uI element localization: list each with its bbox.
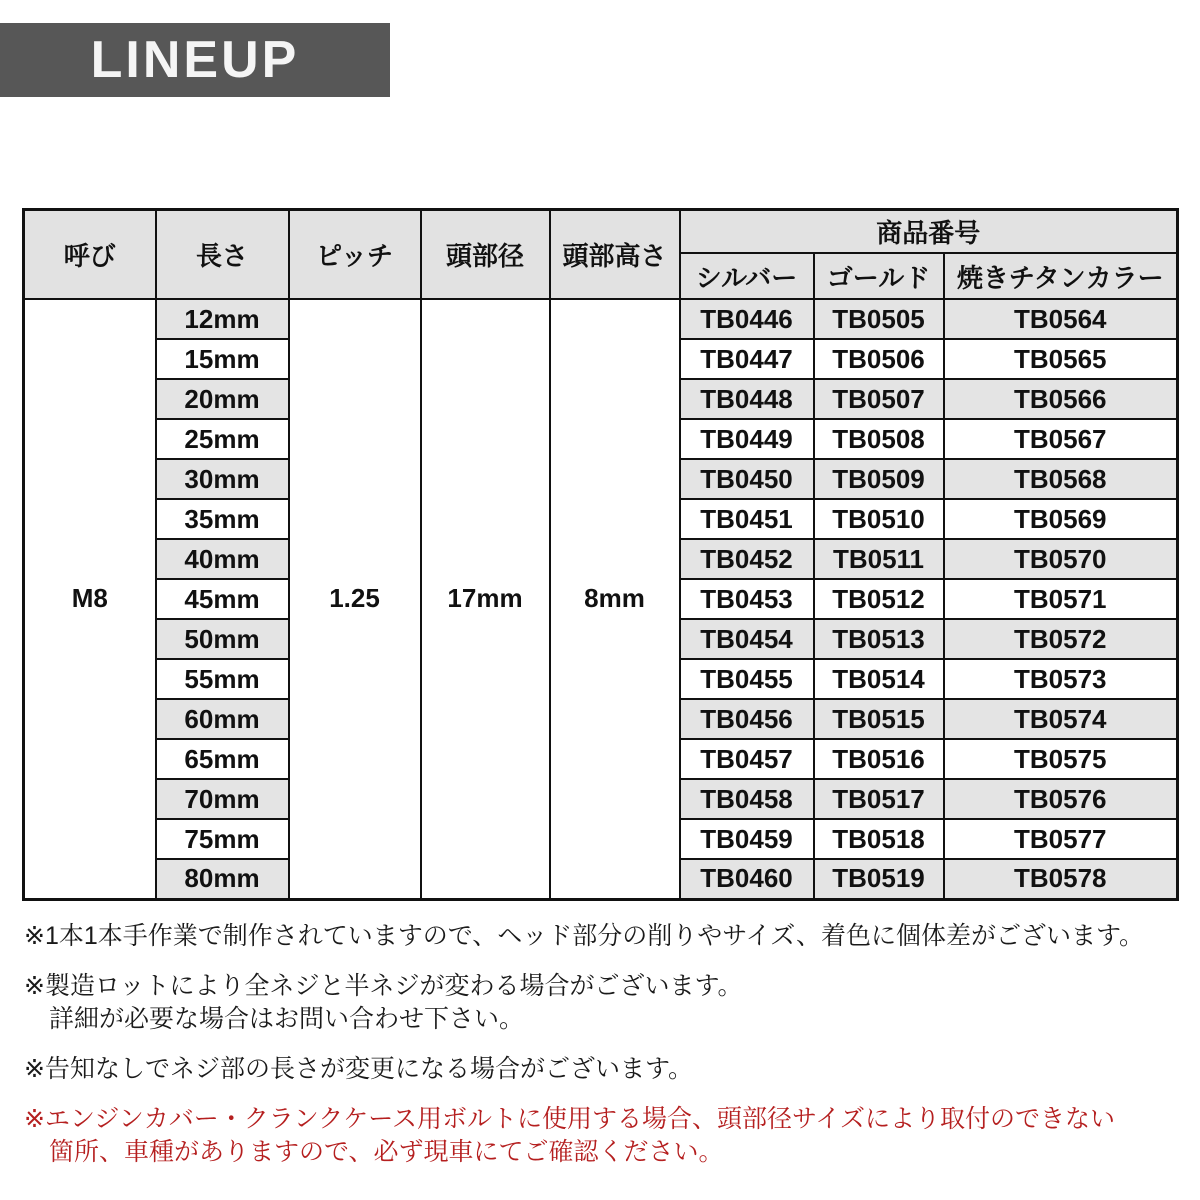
cell-length: 65mm	[156, 739, 289, 779]
cell-silver-code: TB0451	[680, 499, 814, 539]
note-length-change	[24, 1053, 1179, 1086]
note-line: 詳細が必要な場合はお問い合わせ下さい。	[49, 1005, 525, 1033]
cell-length: 45mm	[156, 579, 289, 619]
cell-length: 60mm	[156, 699, 289, 739]
table-row	[24, 299, 1178, 339]
cell-titan-code: TB0571	[944, 579, 1178, 619]
cell-length: 50mm	[156, 619, 289, 659]
cell-silver-code: TB0453	[680, 579, 814, 619]
header-color-gold: ゴールド	[814, 253, 944, 299]
cell-silver-code: TB0447	[680, 339, 814, 379]
cell-silver-code: TB0454	[680, 619, 814, 659]
cell-titan-code: TB0574	[944, 699, 1178, 739]
cell-gold-code: TB0517	[814, 779, 944, 819]
cell-length: 20mm	[156, 379, 289, 419]
lineup-banner-label: LINEUP	[90, 31, 300, 89]
cell-silver-code: TB0449	[680, 419, 814, 459]
cell-titan-code: TB0573	[944, 659, 1178, 699]
cell-titan-code: TB0578	[944, 859, 1178, 899]
cell-pitch: 1.25	[289, 299, 421, 899]
lineup-banner	[0, 23, 390, 97]
notes-section	[24, 920, 1179, 1186]
note-handmade	[24, 920, 1179, 953]
note-line: ※1本1本手作業で制作されていますので、ヘッド部分の削りやサイズ、着色に個体差がございます。	[24, 922, 1145, 950]
cell-length: 70mm	[156, 779, 289, 819]
cell-length: 80mm	[156, 859, 289, 899]
note-warning-engine-cover	[24, 1103, 1179, 1169]
cell-silver-code: TB0459	[680, 819, 814, 859]
cell-titan-code: TB0567	[944, 419, 1178, 459]
header-color-titan: 焼きチタンカラー	[944, 253, 1178, 299]
cell-length: 40mm	[156, 539, 289, 579]
cell-titan-code: TB0569	[944, 499, 1178, 539]
note-production-lot	[24, 970, 1179, 1036]
note-line: ※告知なしでネジ部の長さが変更になる場合がございます。	[24, 1055, 693, 1083]
cell-gold-code: TB0513	[814, 619, 944, 659]
cell-silver-code: TB0452	[680, 539, 814, 579]
cell-gold-code: TB0511	[814, 539, 944, 579]
cell-silver-code: TB0460	[680, 859, 814, 899]
cell-titan-code: TB0565	[944, 339, 1178, 379]
product-lineup-table	[22, 208, 1179, 901]
cell-gold-code: TB0515	[814, 699, 944, 739]
cell-gold-code: TB0509	[814, 459, 944, 499]
header-product-number: 商品番号	[680, 210, 1178, 254]
cell-head-height: 8mm	[550, 299, 680, 899]
cell-length: 30mm	[156, 459, 289, 499]
header-row-1	[24, 210, 1178, 254]
cell-silver-code: TB0448	[680, 379, 814, 419]
cell-titan-code: TB0570	[944, 539, 1178, 579]
cell-titan-code: TB0576	[944, 779, 1178, 819]
header-color-silver: シルバー	[680, 253, 814, 299]
header-head-diameter: 頭部径	[421, 210, 550, 300]
note-line: 箇所、車種がありますので、必ず現車にてご確認ください。	[49, 1138, 724, 1166]
cell-silver-code: TB0457	[680, 739, 814, 779]
cell-titan-code: TB0572	[944, 619, 1178, 659]
cell-gold-code: TB0506	[814, 339, 944, 379]
cell-gold-code: TB0508	[814, 419, 944, 459]
cell-gold-code: TB0519	[814, 859, 944, 899]
cell-length: 15mm	[156, 339, 289, 379]
cell-titan-code: TB0575	[944, 739, 1178, 779]
header-length: 長さ	[156, 210, 289, 300]
cell-titan-code: TB0568	[944, 459, 1178, 499]
cell-titan-code: TB0577	[944, 819, 1178, 859]
cell-length: 25mm	[156, 419, 289, 459]
cell-silver-code: TB0455	[680, 659, 814, 699]
cell-silver-code: TB0450	[680, 459, 814, 499]
cell-silver-code: TB0458	[680, 779, 814, 819]
note-line: ※製造ロットにより全ネジと半ネジが変わる場合がございます。	[24, 972, 743, 1000]
cell-gold-code: TB0505	[814, 299, 944, 339]
cell-gold-code: TB0507	[814, 379, 944, 419]
cell-length: 35mm	[156, 499, 289, 539]
header-head-height: 頭部高さ	[550, 210, 680, 300]
header-call: 呼び	[24, 210, 156, 300]
cell-call-size: M8	[24, 299, 156, 899]
cell-gold-code: TB0518	[814, 819, 944, 859]
note-line: ※エンジンカバー・クランクケース用ボルトに使用する場合、頭部径サイズにより取付のできない	[24, 1105, 1115, 1133]
cell-gold-code: TB0514	[814, 659, 944, 699]
cell-head-diameter: 17mm	[421, 299, 550, 899]
cell-length: 75mm	[156, 819, 289, 859]
cell-titan-code: TB0564	[944, 299, 1178, 339]
cell-titan-code: TB0566	[944, 379, 1178, 419]
cell-length: 55mm	[156, 659, 289, 699]
cell-silver-code: TB0456	[680, 699, 814, 739]
cell-gold-code: TB0510	[814, 499, 944, 539]
cell-silver-code: TB0446	[680, 299, 814, 339]
cell-gold-code: TB0512	[814, 579, 944, 619]
header-pitch: ピッチ	[289, 210, 421, 300]
cell-gold-code: TB0516	[814, 739, 944, 779]
cell-length: 12mm	[156, 299, 289, 339]
